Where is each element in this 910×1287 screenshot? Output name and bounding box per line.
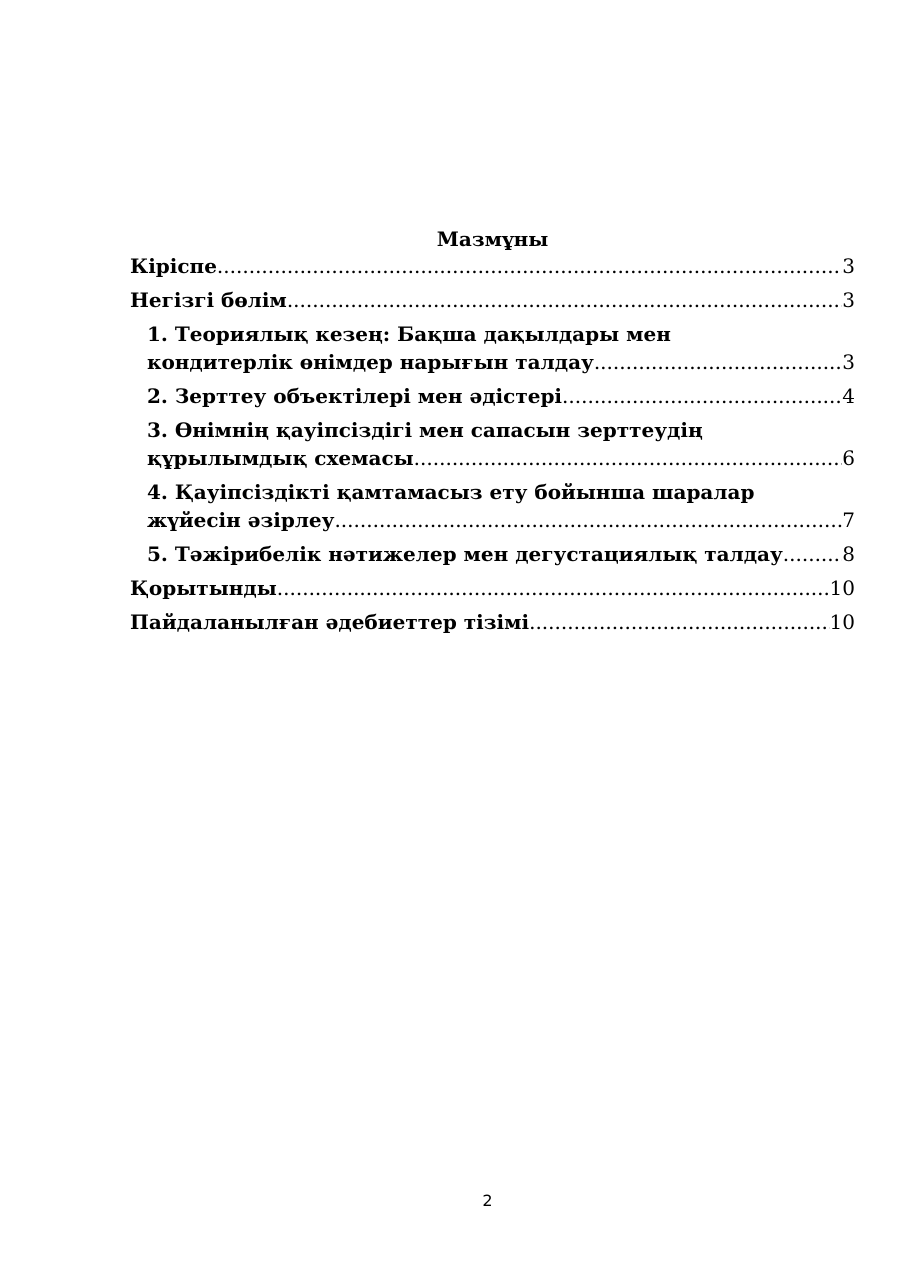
toc-entry-text: 5. Тәжірибелік нәтижелер мен дегустациялық талдау (147, 542, 783, 566)
toc-title: Мазмұны (436, 227, 549, 251)
toc-entry-text: 2. Зерттеу объектілері мен әдістері (147, 384, 563, 408)
toc-leader-dots (783, 540, 842, 568)
toc-entry-page: 4 (842, 384, 855, 408)
toc-leader-dots (594, 348, 842, 376)
toc-entry-section-4[interactable] (130, 478, 855, 534)
table-of-contents (130, 252, 855, 642)
toc-entry-text-line2: құрылымдық схемасы (147, 446, 414, 470)
toc-leader-dots (529, 608, 829, 636)
toc-entry-text-line1: 3. Өнімнің қауіпсіздігі мен сапасын зерттеудің (147, 418, 703, 442)
toc-entry-text: Кіріспе (130, 254, 217, 278)
toc-leader-dots (334, 506, 842, 534)
toc-entry-page: 3 (842, 350, 855, 374)
toc-leader-dots (277, 574, 830, 602)
toc-entry-section-2[interactable] (130, 382, 855, 410)
toc-entry-text: Пайдаланылған әдебиеттер тізімі (130, 610, 530, 634)
toc-leader-dots (287, 286, 842, 314)
toc-entry-introduction[interactable] (130, 252, 855, 280)
toc-leader-dots (414, 444, 843, 472)
toc-entry-section-5[interactable] (130, 540, 855, 568)
toc-entry-page: 6 (842, 446, 855, 470)
toc-entry-text-line1: 1. Теориялық кезең: Бақша дақылдары мен (147, 322, 671, 346)
toc-leader-dots (217, 252, 842, 280)
toc-entry-section-1[interactable] (130, 320, 855, 376)
toc-leader-dots (562, 382, 842, 410)
toc-entry-text-line1: 4. Қауіпсіздікті қамтамасыз ету бойынша шаралар (147, 480, 755, 504)
toc-entry-page: 8 (842, 542, 855, 566)
toc-entry-page: 10 (829, 610, 855, 634)
toc-entry-text-line2: жүйесін әзірлеу (147, 508, 335, 532)
toc-entry-references[interactable] (130, 608, 855, 636)
toc-entry-page: 7 (842, 508, 855, 532)
toc-entry-text: Қорытынды (130, 576, 277, 600)
toc-entry-page: 3 (842, 254, 855, 278)
toc-entry-main-part[interactable] (130, 286, 855, 314)
toc-entry-text: Негізгі бөлім (130, 288, 287, 312)
page-number: 2 (482, 1191, 493, 1210)
toc-entry-text-line2: кондитерлік өнімдер нарығын талдау (147, 350, 594, 374)
toc-entry-section-3[interactable] (130, 416, 855, 472)
toc-entry-conclusion[interactable] (130, 574, 855, 602)
toc-entry-page: 10 (829, 576, 855, 600)
toc-entry-page: 3 (842, 288, 855, 312)
